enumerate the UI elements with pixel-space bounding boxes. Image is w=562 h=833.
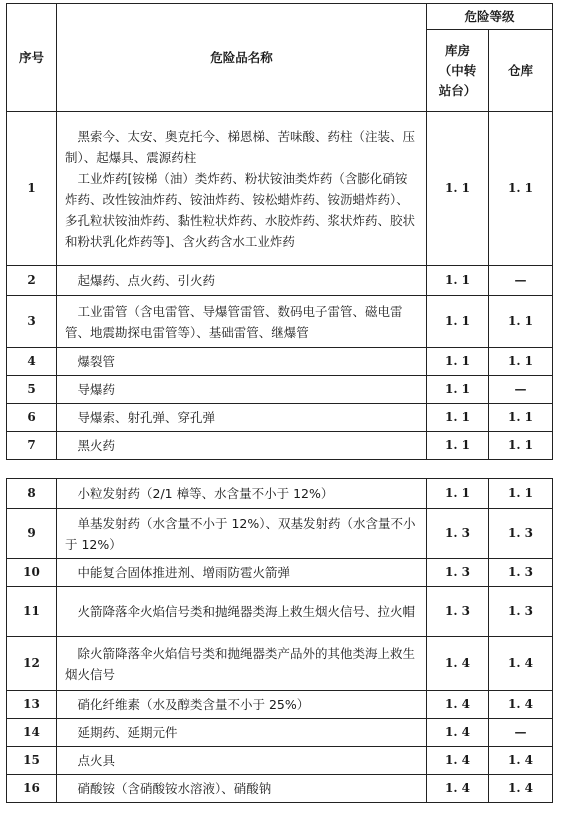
hazard-name <box>57 747 427 775</box>
hazard-name <box>57 691 427 719</box>
header-warehouse: 仓库 <box>489 30 553 112</box>
table-row <box>7 691 553 719</box>
table-row <box>7 432 553 460</box>
row-index: 5 <box>7 376 57 404</box>
row-index: 13 <box>7 691 57 719</box>
table-row <box>7 559 553 587</box>
hazard-name-paragraph: 爆裂管 <box>77 354 116 369</box>
grade-transit: 1. 3 <box>427 559 489 587</box>
grade-warehouse: 1. 3 <box>489 559 553 587</box>
hazard-name-paragraph: 除火箭降落伞火焰信号类和抛绳器类产品外的其他类海上救生烟火信号 <box>65 645 416 682</box>
row-index: 3 <box>7 296 57 348</box>
hazard-name <box>57 376 427 404</box>
grade-warehouse: 1. 1 <box>489 112 553 266</box>
row-index: 2 <box>7 266 57 296</box>
hazard-name <box>57 404 427 432</box>
hazard-name-paragraph: 起爆药、点火药、引火药 <box>77 273 216 288</box>
row-index: 1 <box>7 112 57 266</box>
table-row <box>7 509 553 559</box>
grade-warehouse: 1. 1 <box>489 348 553 376</box>
row-index: 14 <box>7 719 57 747</box>
table-row <box>7 479 553 509</box>
hazard-name-paragraph: 硝酸铵（含硝酸铵水溶液）、硝酸钠 <box>77 781 272 796</box>
table-row <box>7 637 553 691</box>
hazard-name-paragraph: 导爆药 <box>77 382 116 397</box>
header-grade: 危险等级 <box>427 4 553 30</box>
row-index: 12 <box>7 637 57 691</box>
grade-warehouse: 1. 1 <box>489 404 553 432</box>
grade-warehouse: 1. 4 <box>489 691 553 719</box>
table-row <box>7 775 553 803</box>
header-transit-line: （中转 <box>438 62 477 78</box>
table-row <box>7 348 553 376</box>
header-transit-line: 站台） <box>438 82 477 98</box>
hazard-table-part-2 <box>6 478 553 803</box>
grade-transit: 1. 3 <box>427 587 489 637</box>
hazard-name-paragraph: 延期药、延期元件 <box>77 725 178 740</box>
hazard-name <box>57 719 427 747</box>
row-index: 4 <box>7 348 57 376</box>
hazard-name-paragraph: 单基发射药（水含量不小于 12%）、双基发射药（水含量不小于 12%） <box>65 515 416 552</box>
grade-transit: 1. 1 <box>427 296 489 348</box>
grade-warehouse: 1. 1 <box>489 479 553 509</box>
grade-transit: 1. 1 <box>427 432 489 460</box>
row-index: 16 <box>7 775 57 803</box>
grade-transit: 1. 1 <box>427 112 489 266</box>
grade-transit: 1. 4 <box>427 691 489 719</box>
grade-warehouse: 1. 4 <box>489 747 553 775</box>
hazard-name-paragraph: 黑索今、太安、奥克托今、梯恩梯、苦味酸、药柱（注装、压制）、起爆具、震源药柱 <box>65 128 416 165</box>
header-index: 序号 <box>7 4 57 112</box>
grade-transit: 1. 4 <box>427 775 489 803</box>
table-row <box>7 376 553 404</box>
grade-warehouse: — <box>489 719 553 747</box>
row-index: 8 <box>7 479 57 509</box>
hazard-name-paragraph: 导爆索、射孔弹、穿孔弹 <box>77 410 216 425</box>
header-warehouse-transit <box>427 30 489 112</box>
row-index: 7 <box>7 432 57 460</box>
table-row <box>7 296 553 348</box>
hazard-name <box>57 559 427 587</box>
grade-warehouse: 1. 4 <box>489 775 553 803</box>
hazard-name-paragraph: 黑火药 <box>77 438 116 453</box>
grade-transit: 1. 1 <box>427 404 489 432</box>
grade-warehouse: 1. 1 <box>489 296 553 348</box>
grade-transit: 1. 1 <box>427 266 489 296</box>
grade-warehouse: 1. 3 <box>489 587 553 637</box>
grade-warehouse: 1. 4 <box>489 637 553 691</box>
hazard-table-part-1 <box>6 3 553 460</box>
hazard-name-paragraph: 硝化纤维素（水及醇类含量不小于 25%） <box>77 697 310 712</box>
grade-warehouse: 1. 3 <box>489 509 553 559</box>
grade-transit: 1. 4 <box>427 719 489 747</box>
row-index: 11 <box>7 587 57 637</box>
table-row <box>7 112 553 266</box>
grade-warehouse: — <box>489 376 553 404</box>
hazard-name-paragraph: 工业炸药[铵梯（油）类炸药、粉状铵油类炸药（含膨化硝铵炸药、改性铵油炸药、铵油炸药、铵松蜡炸药、铵沥蜡炸药）、多孔粒状铵油炸药、黏性粒状炸药、水胶炸药、浆状炸药、胶状和粉状乳化炸药等]、含火药含水工业炸药 <box>65 170 416 249</box>
header-name: 危险品名称 <box>57 4 427 112</box>
hazard-name-paragraph: 点火具 <box>77 753 116 768</box>
hazard-name <box>57 587 427 637</box>
table-row <box>7 266 553 296</box>
table-row <box>7 587 553 637</box>
header-transit-line: 库房 <box>444 42 470 58</box>
grade-transit: 1. 1 <box>427 348 489 376</box>
table-row <box>7 719 553 747</box>
row-index: 6 <box>7 404 57 432</box>
hazard-name <box>57 637 427 691</box>
hazard-name <box>57 509 427 559</box>
grade-warehouse: 1. 1 <box>489 432 553 460</box>
table-row <box>7 747 553 775</box>
hazard-name <box>57 348 427 376</box>
hazard-name-paragraph: 小粒发射药（2/1 樟等、水含量不小于 12%） <box>77 486 334 501</box>
hazard-name-paragraph: 中能复合固体推进剂、增雨防雹火箭弹 <box>77 565 291 580</box>
row-index: 10 <box>7 559 57 587</box>
hazard-name <box>57 296 427 348</box>
hazard-name <box>57 775 427 803</box>
row-index: 9 <box>7 509 57 559</box>
hazard-name-paragraph: 火箭降落伞火焰信号类和抛绳器类海上救生烟火信号、拉火帽 <box>77 604 416 619</box>
grade-warehouse: — <box>489 266 553 296</box>
grade-transit: 1. 4 <box>427 747 489 775</box>
hazard-name-paragraph: 工业雷管（含电雷管、导爆管雷管、数码电子雷管、磁电雷管、地震勘探电雷管等）、基础雷管、继爆管 <box>65 303 403 340</box>
row-index: 15 <box>7 747 57 775</box>
hazard-name <box>57 112 427 266</box>
grade-transit: 1. 3 <box>427 509 489 559</box>
hazard-name <box>57 266 427 296</box>
hazard-name <box>57 432 427 460</box>
hazard-name <box>57 479 427 509</box>
grade-transit: 1. 4 <box>427 637 489 691</box>
grade-transit: 1. 1 <box>427 479 489 509</box>
table-row <box>7 404 553 432</box>
grade-transit: 1. 1 <box>427 376 489 404</box>
